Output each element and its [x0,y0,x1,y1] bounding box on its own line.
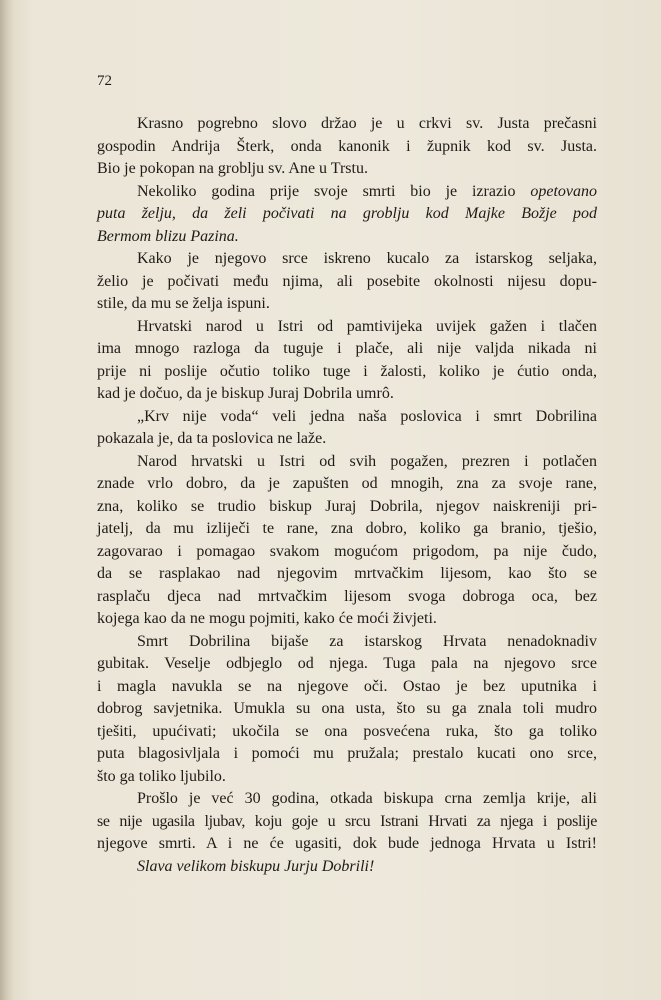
text-line: stile, da mu se želja ispuni. [97,295,270,312]
text-line: rasplaču djeca nad mrtvačkim lijesom svoga dobroga oca, bez [97,587,597,605]
text-line [97,203,597,226]
text-line: Smrt Dobrilina bijaše za istarskog Hrvata nenadoknadiv [137,632,597,650]
text-line: tješiti, upućivati; ukočila se ona posvećena ruka, što ga toliko [97,722,597,740]
text-line: prije ni poslije očutio toliko tuge i žalosti, koliko je ćutio onda, [97,362,597,380]
paragraph [97,788,597,856]
paragraph [97,113,597,181]
text-line [97,226,597,249]
paragraph [97,248,597,316]
text-line: kojega kao da ne mogu pojmiti, kako će moći živjeti. [97,610,437,627]
plain-text: Nekoliko godina prije svoje smrti bio je izrazio [137,182,531,200]
paragraph [97,451,597,631]
text-line: zagovarao i pomagao svakom mogućom prigodom, pa nije čudo, [97,542,597,560]
text-line: „Krv nije voda“ veli jedna naša poslovica i smrt Dobrilina [137,407,597,425]
italic-text: Bermom blizu Pazina. [97,227,239,245]
text-line: što ga toliko ljubilo. [97,767,226,785]
paragraph [97,316,597,406]
italic-text: puta želju, da želi počivati na groblju kod Majke Božje pod [97,205,597,222]
paragraph [97,406,597,451]
text-line: Bio je pokopan na groblju sv. Ane u Trstu. [97,160,368,177]
text-line: jatelj, da mu izliječi te rane, zna dobro, koliko ga branio, tješio, [97,520,597,537]
text-line: znade vrlo dobro, da je zapušten od mnogih, zna za svoje rane, [97,475,597,492]
text-line [97,181,597,204]
page-binding-shadow [0,0,14,1000]
text-line: gubitak. Veselje odbjeglo od njega. Tuga pala na njegovo srce [97,655,597,672]
page-number: 72 [97,73,112,89]
text-line: da se rasplakao nad njegovim mrtvačkim lijesom, kao što se [97,565,597,582]
italic-text: opetovano [530,182,597,200]
text-line: Krasno pogrebno slovo držao je u crkvi sv. Justa prečasni [137,115,597,132]
text-line: njegove smrti. A i ne će ugasiti, dok bude jednoga Hrvata u Istri! [97,835,597,852]
text-line: pokazala je, da ta poslovica ne laže. [97,430,327,447]
text-line: ima mnogo razloga da tuguje i plače, ali nije valjda nikada ni [97,340,597,357]
body-text [97,113,597,878]
text-line: Kako je njegovo srce iskreno kucalo za istarskog seljaka, [137,250,597,267]
text-line: Prošlo je već 30 godina, otkada biskupa crna zemlja krije, ali [137,790,597,807]
text-line: dobrog savjetnika. Umukla su ona usta, što su ga znala toli mudro [97,700,597,717]
paragraph [97,631,597,789]
closing-line: Slava velikom biskupu Jurju Dobrili! [137,857,375,875]
text-line: kad je dočuo, da je biskup Juraj Dobrila umrô. [97,385,394,402]
text-line: Narod hrvatski u Istri od svih pogažen, prezren i potlačen [137,452,597,470]
text-line: zna, koliko se trudio biskup Juraj Dobrila, njegov naiskreniji pri- [97,497,597,515]
text-line: Hrvatski narod u Istri od pamtivijeka uvijek gažen i tlačen [137,317,597,335]
text-line: se nije ugasila ljubav, koju goje u srcu Istrani Hrvati za njega i poslije [97,812,597,830]
text-line: puta blagosivljala i pomoći mu pružala; prestalo kucati ono srce, [97,745,597,762]
text-line: želio je počivati među njima, ali posebite okolnosti nijesu dopu- [97,272,597,290]
text-line: i magla navukla se na njegove oči. Ostao je bez uputnika i [97,677,597,695]
text-line: gospodin Andrija Šterk, onda kanonik i župnik kod sv. Justa. [97,137,597,155]
paragraph [97,181,597,249]
